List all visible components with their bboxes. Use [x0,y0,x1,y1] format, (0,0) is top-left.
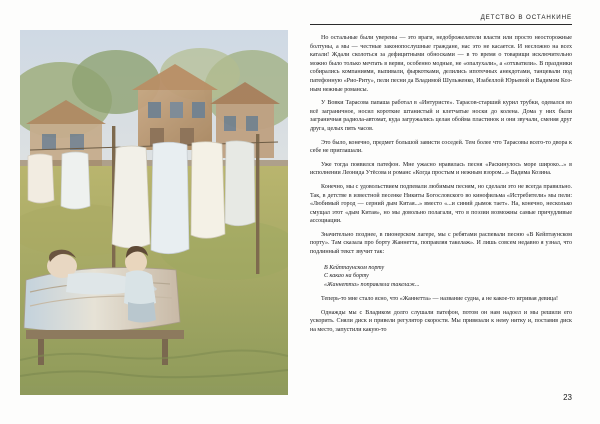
paragraph: Теперь-то мне стало ясно, что «Жаннетта» — название судна, а не какое-то игривая девица! [321,296,558,303]
illustration [20,30,288,395]
paragraph: Значительно позднее, в пионерском лагере, мы с ребятами распевали песню «В Кейптаунском порту». Там сказала про борту Жаннетта, поправляя такелаж». И лишь совсем недавно я узнал, что подлинный текст звучит так: [310,231,572,256]
body-text-column [310,34,572,386]
paragraph: Конечно, мы с удовольствием подпевали любимым песням, но сделали это не всегда правильно. Так, в детстве в известной песенке Никиты Богословского во кинофильма «Истребители» мы пели: «Любимый город — серний дым Китая...» вместо «...и синий дымок тает». На, конечно, несколько смущал этот «дым Китая», но мы довольно полагали, что в поэзии возможны самые причудливые ассоциации. [310,183,572,225]
running-head: ДЕТСТВО В ОСТАНКИНЕ [480,14,572,21]
verse-line: С какао на борту [324,273,369,280]
verse-line: «Жаннетта» поправляла такелаж... [324,282,420,289]
verse-block [310,264,572,290]
paragraph: Но остальные были уверены — это враги, недоброжелатели власти или просто неосторожные болтуны, а мы — честные законопослушные граждане, нас это не касается. И несложно на всех катали! Ждали сколоться за дефицитными обносками — в то время о товарищи исключительно можно было только мечтать в верви, особенно модные, не «опалухали», а «отхватили». В праздники собирались компаниями, выпивали, фыркотками, делились ипотечных анекдотами, танцевали под патефонную «Рио-Риту», пели песни да Владимой Шульженко, Изабеллой Юрьевой и Вадимом Козным нежные романсы. [310,35,572,93]
paragraph: У Вовки Тарасова папаша работал в «Интуристе». Тарасов-старший курил трубки, одевался во всё заграничное, носил короткие штанистый и клетчатые носки до колена. Дома у них были заграничная радиола-автомат, куда загружались целая обойма пластинок и они звучали, сменяя друг друга, целых пять часов. [310,100,572,132]
watercolor-courtyard-laundry-icon [20,30,288,395]
header-rule [310,24,572,25]
paragraph: Однажды мы с Владиком долго слушали патефон, потом он нам надоел и мы решили его ускорить. Сняли диск и привели регулятор скорости. Мы привязали к нему нитку и, поставив диск на место, запустили какую-то [310,309,572,333]
verse-line: В Кейптаунском порту [324,264,385,271]
paragraph: Уже тогда появился патефон. Мне ужасно нравилась песня «Раскинулось море широко...» в исполнении Леонида Утёсова и романс «Когда простым и нежным взором...» Вадима Козина. [310,161,572,177]
paragraph: Это было, конечно, предмет большой зависти соседей. Тем более что Тарасовы всего-то двора к себе не приглашали. [310,139,572,155]
page-number: 23 [563,393,572,402]
